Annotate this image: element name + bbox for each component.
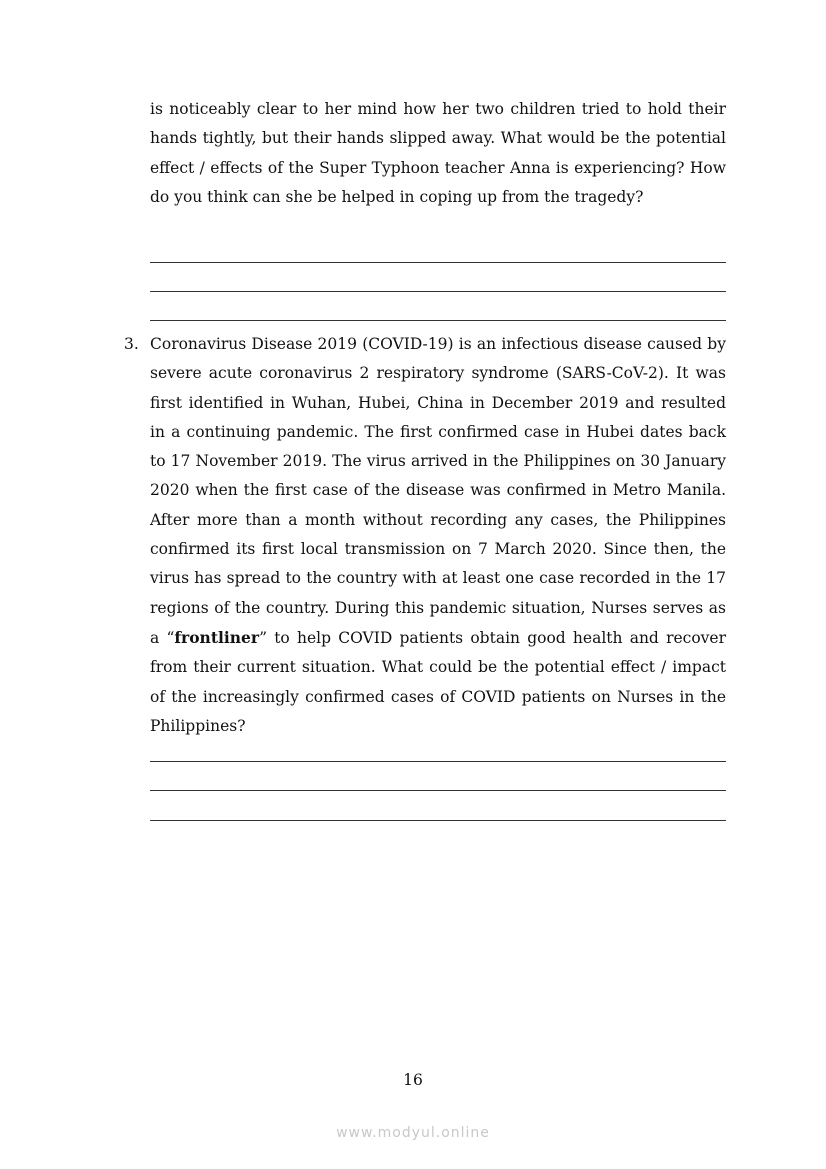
answer-line	[150, 320, 726, 321]
question-3-number: 3.	[124, 335, 139, 353]
answer-line	[150, 262, 726, 263]
answer-line	[150, 761, 726, 762]
answer-line	[150, 790, 726, 791]
answer-line	[150, 291, 726, 292]
question-3-bold-term: frontliner	[174, 627, 260, 647]
question-2-continuation: is noticeably clear to her mind how her two children tried to hold their hands tightly, but their hands slipped away. What would be the potential effect / effects of the Super Typhoon teacher Anna is experiencing? How do you think can she be helped in coping up from the tragedy?	[150, 100, 726, 206]
page-number: 16	[403, 1071, 423, 1089]
question-3-text	[150, 330, 726, 741]
question-3-text-end: ” to help COVID patients obtain good health and recover from their current situation. What could be the potential effect / impact of the increasingly confirmed cases of COVID patients on Nurses in the Philippines?	[150, 628, 726, 735]
answer-line	[150, 820, 726, 821]
question-3-text-start: Coronavirus Disease 2019 (COVID-19) is an infectious disease caused by severe acute coronavirus 2 respiratory syndrome (SARS-CoV-2). It was first identified in Wuhan, Hubei, China in December 2019 and resulted in a continuing pandemic. The first confirmed case in Hubei dates back to 17 November 2019. The virus arrived in the Philippines on 30 January 2020 when the first case of the disease was confirmed in Metro Manila. After more than a month without recording any cases, the Philippines confirmed its first local transmission on 7 March 2020. Since then, the virus has spread to the country with at least one case recorded in the 17 regions of the country. During this pandemic situation, Nurses serves as a “	[150, 335, 726, 647]
watermark: www.modyul.online	[336, 1125, 490, 1141]
